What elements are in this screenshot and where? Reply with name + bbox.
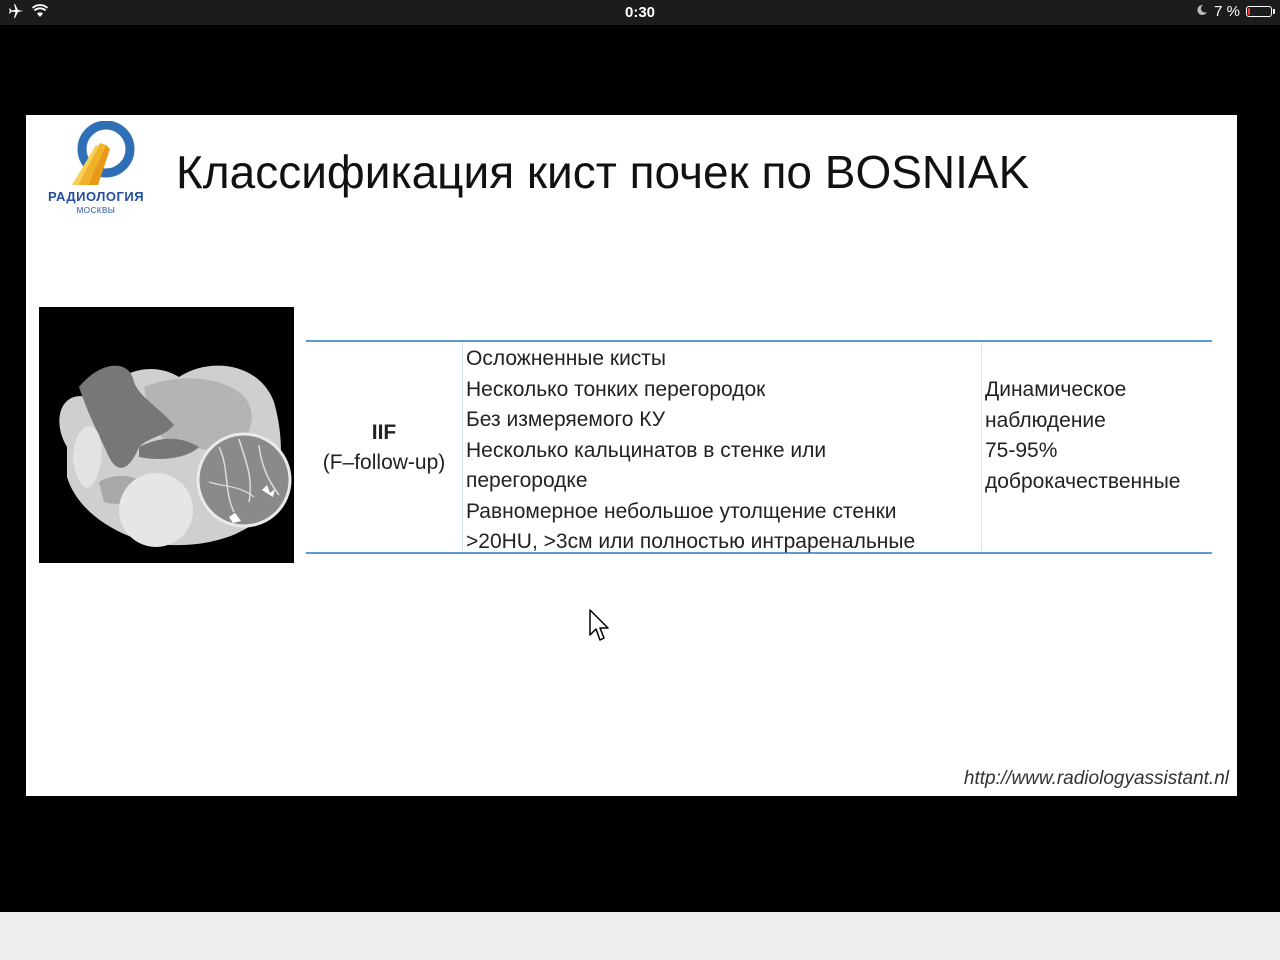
category-code: IIF [371,421,397,444]
description-line: >20HU, >3см или полностью интраренальные [466,530,916,553]
radiology-moscow-logo [44,121,148,217]
status-bar [0,0,1280,25]
management-line: 75-95% [985,439,1058,462]
moon-icon [1196,3,1208,20]
battery-level [1248,8,1250,15]
category-note: (F–follow-up) [322,451,446,474]
description-line: Несколько кальцинатов в стенке или [466,438,827,462]
description-line: Осложненные кисты [466,347,667,370]
battery-icon [1246,6,1272,17]
logo-text: РАДИОЛОГИЯ [47,189,145,204]
status-right [1196,3,1272,20]
description-line: перегородке [466,469,588,492]
presentation-slide [26,115,1237,796]
source-link[interactable]: http://www.radiologyassistant.nl [963,768,1229,789]
management-line: наблюдение [985,408,1106,432]
logo-subtext: МОСКВЫ [76,206,116,215]
bosniak-table [306,340,1212,554]
category-cell [306,342,463,552]
management-line: Динамическое [985,378,1127,401]
battery-percent: 7 % [1214,3,1240,20]
slide-title: Классификация кист почек по BOSNIAK [176,146,1030,198]
management-cell [982,342,1212,552]
description-cell [463,342,982,552]
status-time: 0:30 [624,4,656,21]
description-line: Без измеряемого КУ [466,408,666,431]
mouse-pointer-icon [589,609,611,643]
description-line: Несколько тонких перегородок [466,377,766,401]
management-line: доброкачественные [985,469,1181,493]
description-line: Равномерное небольшое утолщение стенки [466,499,897,523]
ct-kidney-illustration [39,307,294,563]
logo-emblem-icon [44,121,148,189]
bottom-bar [0,912,1280,960]
